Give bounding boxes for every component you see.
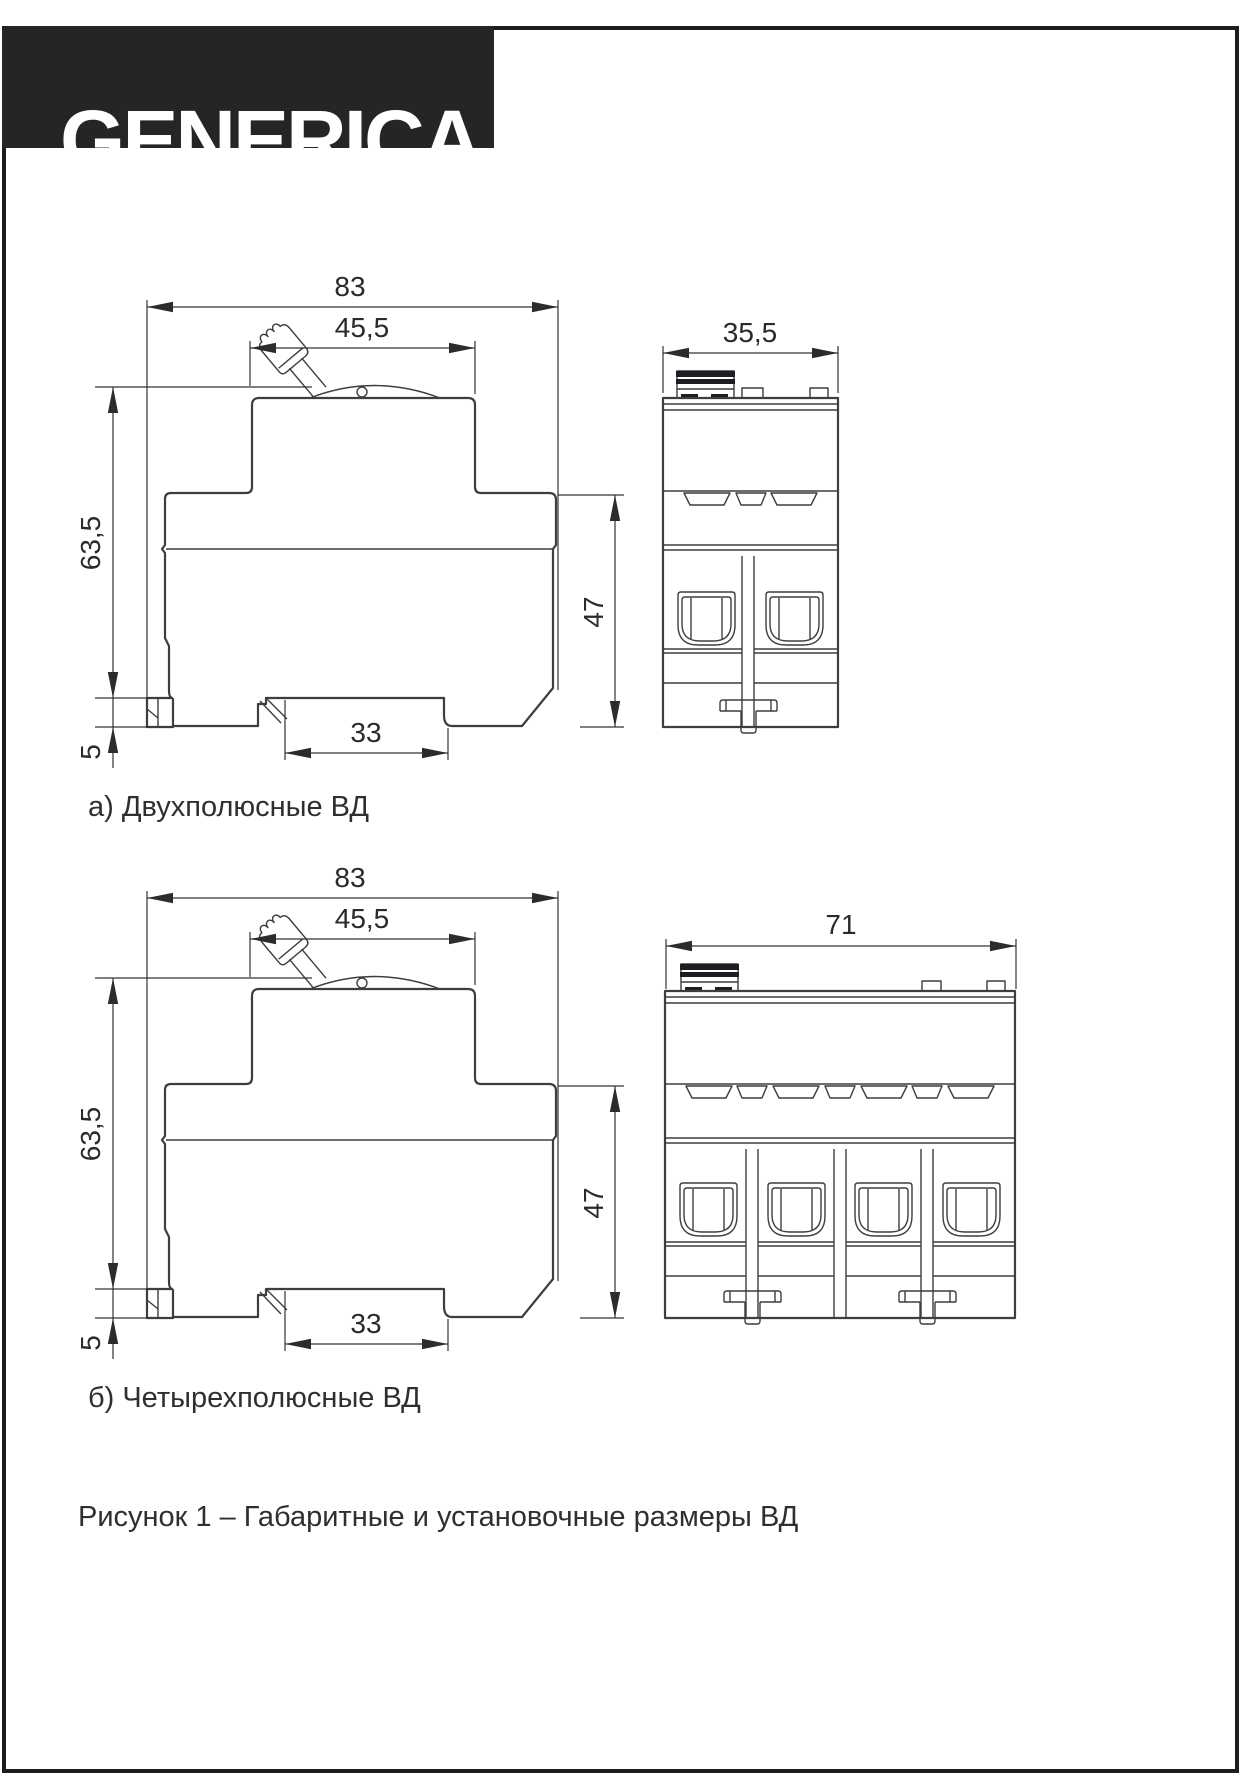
brand-logo-text: GENERICA — [60, 93, 480, 188]
front-view-4pole — [665, 964, 1015, 1324]
dim-rail-recess-a: 33 — [350, 717, 382, 748]
dim-body-height-b: 63,5 — [75, 1106, 106, 1162]
dim-front-width-b: 71 — [825, 909, 857, 940]
dim-rail-recess-b: 33 — [350, 1308, 382, 1339]
dim-overall-width-a: 83 — [334, 271, 366, 302]
dim-body-height-a: 63,5 — [75, 515, 106, 571]
figure-b-drawing — [75, 862, 1016, 1359]
dim-rail-depth-a: 5 — [75, 744, 106, 760]
dims-figure-b — [75, 862, 1016, 1359]
figure-a-drawing — [75, 271, 838, 768]
front-view-2pole — [663, 371, 838, 733]
dim-cap-width-b: 45,5 — [334, 903, 390, 934]
side-view-b — [147, 909, 556, 1318]
figure-caption: Рисунок 1 – Габаритные и установочные размеры ВД — [78, 1501, 799, 1533]
side-view-a — [147, 318, 556, 727]
dim-mount-height-b: 47 — [578, 1187, 609, 1219]
dim-mount-height-a: 47 — [578, 596, 609, 628]
dim-cap-width-a: 45,5 — [334, 312, 390, 343]
dim-overall-width-b: 83 — [334, 862, 366, 893]
dim-rail-depth-b: 5 — [75, 1335, 106, 1351]
dim-front-width-a: 35,5 — [722, 317, 778, 348]
caption-figure-b: б) Четырехполюсные ВД — [88, 1382, 421, 1414]
dims-figure-a — [75, 271, 838, 768]
caption-figure-a: а) Двухполюсные ВД — [88, 791, 370, 823]
